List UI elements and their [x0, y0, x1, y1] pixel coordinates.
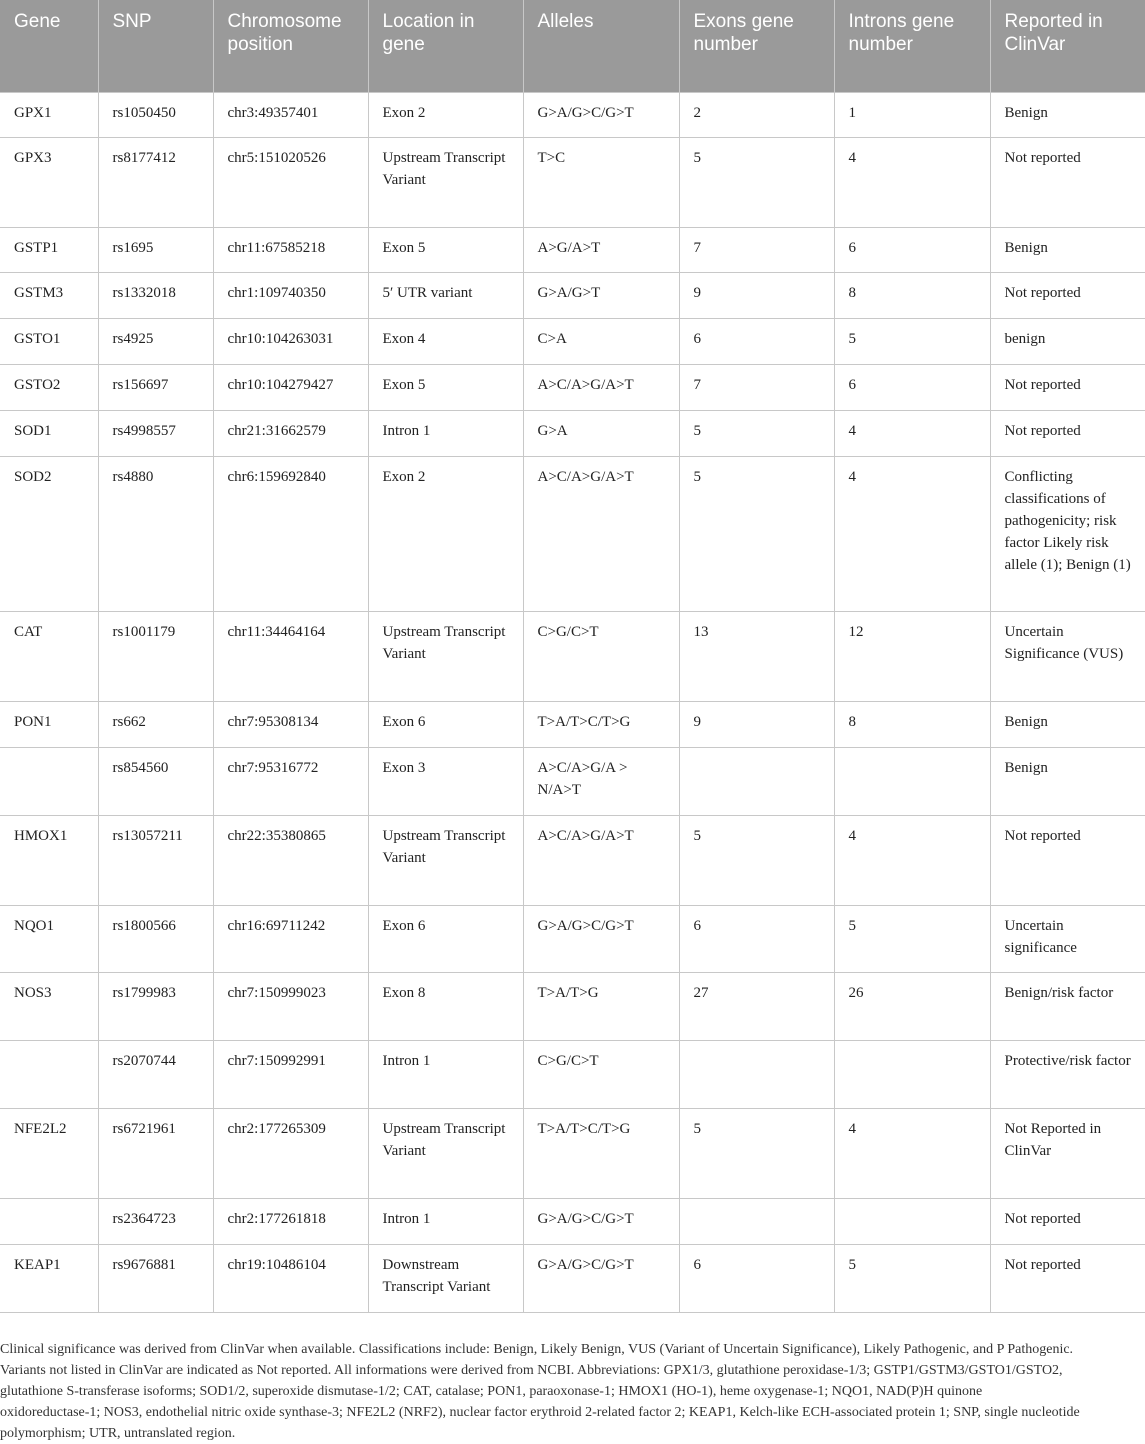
header-row [0, 0, 1145, 93]
table-row [0, 93, 1145, 138]
cell-chromosome-position: chr7:150999023 [213, 973, 368, 1041]
cell-chromosome-position: chr3:49357401 [213, 93, 368, 138]
cell-introns: 4 [834, 411, 990, 457]
cell-location: Exon 8 [368, 973, 523, 1041]
table-row [0, 906, 1145, 973]
cell-introns: 8 [834, 702, 990, 748]
cell-gene: GPX1 [0, 93, 98, 138]
header-gene: Gene [0, 0, 98, 93]
table-row [0, 1245, 1145, 1313]
cell-introns: 5 [834, 319, 990, 365]
cell-chromosome-position: chr22:35380865 [213, 816, 368, 906]
footnote-line: glutathione S-transferase isoforms; SOD1/2, superoxide dismutase-1/2; CAT, catalase; PON1, paraoxonase-1; HMOX1 (HO-1), heme oxygenase-1; NQO1, NAD(P)H quinone [0, 1384, 983, 1399]
cell-clinvar: Not reported [990, 273, 1145, 319]
table-row [0, 365, 1145, 411]
cell-gene: GSTO2 [0, 365, 98, 411]
cell-location: Upstream Transcript Variant [368, 612, 523, 702]
cell-alleles: A>C/A>G/A>T [523, 816, 679, 906]
cell-alleles: G>A/G>T [523, 273, 679, 319]
cell-exons: 6 [679, 906, 834, 973]
cell-exons: 5 [679, 1109, 834, 1199]
cell-snp: rs854560 [98, 748, 213, 816]
header-snp: SNP [98, 0, 213, 93]
cell-clinvar: Uncertain significance [990, 906, 1145, 973]
cell-snp: rs1695 [98, 228, 213, 273]
cell-exons: 5 [679, 411, 834, 457]
cell-introns: 4 [834, 1109, 990, 1199]
cell-clinvar: Not reported [990, 411, 1145, 457]
cell-introns [834, 748, 990, 816]
cell-exons: 7 [679, 365, 834, 411]
cell-alleles: C>A [523, 319, 679, 365]
cell-alleles: C>G/C>T [523, 612, 679, 702]
cell-location: Exon 3 [368, 748, 523, 816]
cell-introns [834, 1199, 990, 1245]
cell-gene: PON1 [0, 702, 98, 748]
table-row [0, 411, 1145, 457]
cell-introns: 6 [834, 365, 990, 411]
header-location-in-gene: Location in gene [368, 0, 523, 93]
table-row [0, 1109, 1145, 1199]
cell-exons [679, 748, 834, 816]
table-row [0, 973, 1145, 1041]
cell-clinvar: Not reported [990, 1245, 1145, 1313]
cell-location: Downstream Transcript Variant [368, 1245, 523, 1313]
footnote-line: oxidoreductase-1; NOS3, endothelial nitric oxide synthase-3; NFE2L2 (NRF2), nuclear factor erythroid 2-related factor 2; KEAP1, Kelch-like ECH-associated protein 1; SNP, single nucleotide [0, 1405, 1080, 1420]
cell-alleles: C>G/C>T [523, 1041, 679, 1109]
cell-snp: rs1050450 [98, 93, 213, 138]
cell-snp: rs1001179 [98, 612, 213, 702]
cell-clinvar: benign [990, 319, 1145, 365]
cell-gene: GSTO1 [0, 319, 98, 365]
cell-introns: 6 [834, 228, 990, 273]
cell-snp: rs2070744 [98, 1041, 213, 1109]
cell-exons: 9 [679, 273, 834, 319]
cell-location: Exon 6 [368, 906, 523, 973]
cell-location: Exon 5 [368, 365, 523, 411]
cell-clinvar: Not reported [990, 365, 1145, 411]
cell-alleles: G>A/G>C/G>T [523, 1245, 679, 1313]
cell-alleles: G>A/G>C/G>T [523, 906, 679, 973]
cell-alleles: G>A/G>C/G>T [523, 93, 679, 138]
table-row [0, 702, 1145, 748]
cell-chromosome-position: chr2:177265309 [213, 1109, 368, 1199]
cell-gene: GSTM3 [0, 273, 98, 319]
cell-chromosome-position: chr7:150992991 [213, 1041, 368, 1109]
cell-location: Intron 1 [368, 1041, 523, 1109]
cell-snp: rs662 [98, 702, 213, 748]
table-row [0, 319, 1145, 365]
table-footnote [0, 1339, 1140, 1444]
cell-gene: NFE2L2 [0, 1109, 98, 1199]
cell-chromosome-position: chr1:109740350 [213, 273, 368, 319]
cell-exons: 5 [679, 457, 834, 612]
cell-location: Intron 1 [368, 411, 523, 457]
cell-gene: CAT [0, 612, 98, 702]
cell-exons: 6 [679, 1245, 834, 1313]
table-row [0, 748, 1145, 816]
cell-exons: 27 [679, 973, 834, 1041]
cell-chromosome-position: chr6:159692840 [213, 457, 368, 612]
cell-snp: rs1800566 [98, 906, 213, 973]
cell-gene: SOD2 [0, 457, 98, 612]
cell-gene: HMOX1 [0, 816, 98, 906]
cell-introns: 1 [834, 93, 990, 138]
cell-alleles: G>A [523, 411, 679, 457]
table-row [0, 457, 1145, 612]
cell-snp: rs4998557 [98, 411, 213, 457]
table-row [0, 273, 1145, 319]
cell-introns: 8 [834, 273, 990, 319]
table-row [0, 612, 1145, 702]
header-chromosome-position: Chromosome position [213, 0, 368, 93]
cell-gene: GSTP1 [0, 228, 98, 273]
cell-location: Exon 2 [368, 93, 523, 138]
cell-clinvar: Benign [990, 702, 1145, 748]
cell-snp: rs9676881 [98, 1245, 213, 1313]
cell-introns: 26 [834, 973, 990, 1041]
cell-clinvar: Not reported [990, 816, 1145, 906]
cell-clinvar: Conflicting classifications of pathogenicity; risk factor Likely risk allele (1); Benign (1) [990, 457, 1145, 612]
cell-clinvar: Not reported [990, 138, 1145, 228]
cell-chromosome-position: chr11:67585218 [213, 228, 368, 273]
cell-location: Exon 5 [368, 228, 523, 273]
cell-location: Upstream Transcript Variant [368, 138, 523, 228]
cell-gene [0, 1041, 98, 1109]
cell-alleles: T>C [523, 138, 679, 228]
cell-alleles: A>C/A>G/A>T [523, 457, 679, 612]
cell-location: Upstream Transcript Variant [368, 816, 523, 906]
cell-exons [679, 1041, 834, 1109]
cell-exons: 9 [679, 702, 834, 748]
header-introns-gene-number: Introns gene number [834, 0, 990, 93]
cell-chromosome-position: chr7:95308134 [213, 702, 368, 748]
cell-snp: rs156697 [98, 365, 213, 411]
cell-clinvar: Benign [990, 748, 1145, 816]
cell-chromosome-position: chr7:95316772 [213, 748, 368, 816]
table-row [0, 138, 1145, 228]
cell-chromosome-position: chr16:69711242 [213, 906, 368, 973]
cell-chromosome-position: chr2:177261818 [213, 1199, 368, 1245]
cell-introns: 5 [834, 906, 990, 973]
cell-introns: 4 [834, 457, 990, 612]
cell-location: Intron 1 [368, 1199, 523, 1245]
cell-clinvar: Not reported [990, 1199, 1145, 1245]
table-row [0, 1041, 1145, 1109]
cell-exons: 5 [679, 138, 834, 228]
cell-snp: rs13057211 [98, 816, 213, 906]
cell-exons: 7 [679, 228, 834, 273]
cell-location: Exon 4 [368, 319, 523, 365]
cell-location: 5′ UTR variant [368, 273, 523, 319]
cell-introns: 12 [834, 612, 990, 702]
cell-alleles: T>A/T>G [523, 973, 679, 1041]
cell-snp: rs8177412 [98, 138, 213, 228]
table-row [0, 816, 1145, 906]
cell-gene: NQO1 [0, 906, 98, 973]
cell-gene: KEAP1 [0, 1245, 98, 1313]
cell-clinvar: Protective/risk factor [990, 1041, 1145, 1109]
cell-introns: 4 [834, 138, 990, 228]
cell-alleles: T>A/T>C/T>G [523, 702, 679, 748]
cell-gene: NOS3 [0, 973, 98, 1041]
cell-chromosome-position: chr5:151020526 [213, 138, 368, 228]
cell-chromosome-position: chr19:10486104 [213, 1245, 368, 1313]
cell-clinvar: Benign [990, 228, 1145, 273]
cell-location: Exon 6 [368, 702, 523, 748]
cell-introns: 4 [834, 816, 990, 906]
cell-chromosome-position: chr11:34464164 [213, 612, 368, 702]
cell-exons: 13 [679, 612, 834, 702]
header-reported-in-clinvar: Reported in ClinVar [990, 0, 1145, 93]
footnote-line: polymorphism; UTR, untranslated region. [0, 1426, 236, 1441]
cell-snp: rs1332018 [98, 273, 213, 319]
cell-clinvar: Not Reported in ClinVar [990, 1109, 1145, 1199]
cell-chromosome-position: chr10:104263031 [213, 319, 368, 365]
cell-gene [0, 748, 98, 816]
cell-introns: 5 [834, 1245, 990, 1313]
cell-alleles: G>A/G>C/G>T [523, 1199, 679, 1245]
cell-introns [834, 1041, 990, 1109]
cell-chromosome-position: chr21:31662579 [213, 411, 368, 457]
cell-gene [0, 1199, 98, 1245]
cell-chromosome-position: chr10:104279427 [213, 365, 368, 411]
cell-gene: GPX3 [0, 138, 98, 228]
cell-clinvar: Uncertain Significance (VUS) [990, 612, 1145, 702]
cell-snp: rs4880 [98, 457, 213, 612]
cell-clinvar: Benign/risk factor [990, 973, 1145, 1041]
table-row [0, 228, 1145, 273]
cell-alleles: T>A/T>C/T>G [523, 1109, 679, 1199]
cell-alleles: A>C/A>G/A > N/A>T [523, 748, 679, 816]
header-exons-gene-number: Exons gene number [679, 0, 834, 93]
cell-location: Exon 2 [368, 457, 523, 612]
cell-snp: rs2364723 [98, 1199, 213, 1245]
footnote-line: Variants not listed in ClinVar are indicated as Not reported. All informations were derived from NCBI. Abbreviations: GPX1/3, glutathione peroxidase-1/3; GSTP1/GSTM3/GSTO1/GSTO2, [0, 1363, 1063, 1378]
footnote-line: Clinical significance was derived from ClinVar when available. Classifications include: Benign, Likely Benign, VUS (Variant of Uncertain Significance), Likely Pathogenic, and P Pathogenic. [0, 1342, 1074, 1357]
cell-exons: 5 [679, 816, 834, 906]
cell-snp: rs1799983 [98, 973, 213, 1041]
header-alleles: Alleles [523, 0, 679, 93]
cell-snp: rs4925 [98, 319, 213, 365]
cell-snp: rs6721961 [98, 1109, 213, 1199]
cell-alleles: A>C/A>G/A>T [523, 365, 679, 411]
cell-exons [679, 1199, 834, 1245]
table-row [0, 1199, 1145, 1245]
cell-gene: SOD1 [0, 411, 98, 457]
cell-clinvar: Benign [990, 93, 1145, 138]
cell-alleles: A>G/A>T [523, 228, 679, 273]
cell-exons: 2 [679, 93, 834, 138]
cell-exons: 6 [679, 319, 834, 365]
cell-location: Upstream Transcript Variant [368, 1109, 523, 1199]
